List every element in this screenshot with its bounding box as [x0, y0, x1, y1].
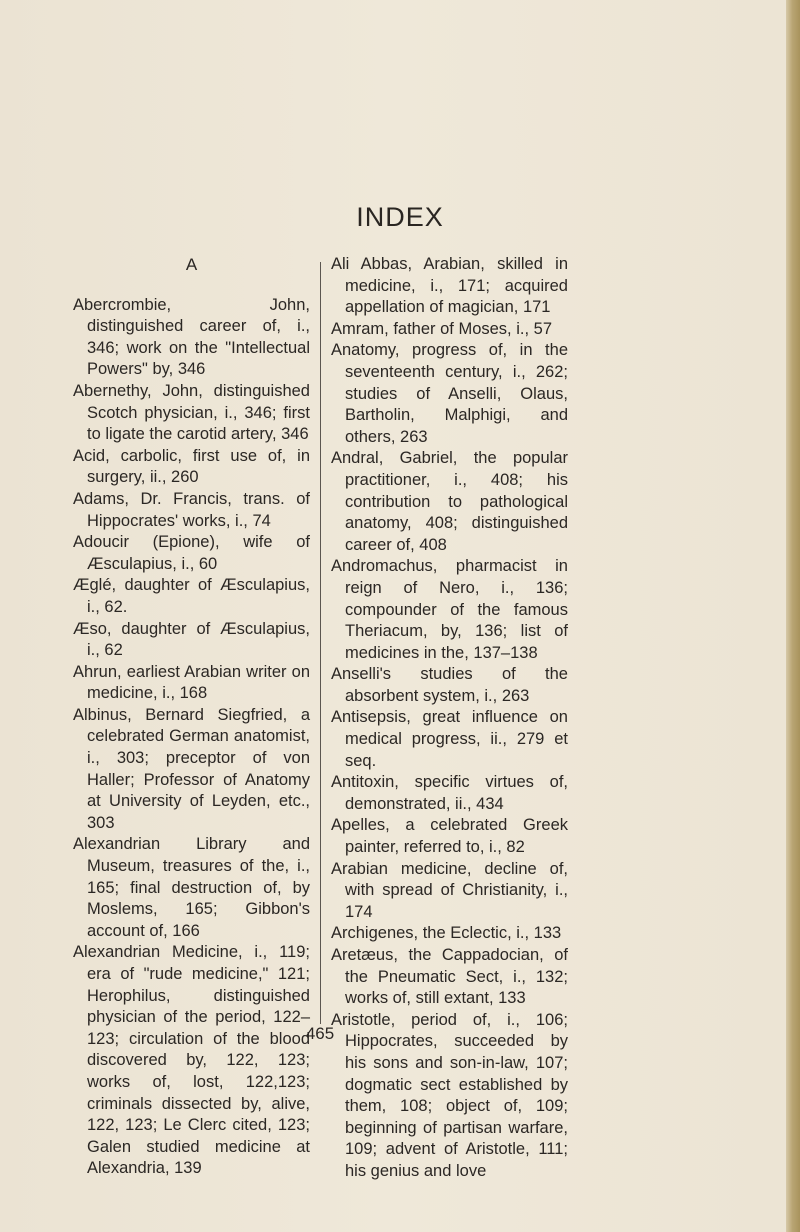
index-entry: Amram, father of Moses, i., 57 [331, 319, 552, 338]
column-divider [320, 262, 321, 1024]
page-title: INDEX [356, 202, 444, 232]
index-entry: Ali Abbas, Arabian, skilled in medicine, i., 171; acquired appellation of magician, 171 [331, 255, 568, 317]
index-entry: Apelles, a celebrated Greek painter, referred to, i., 82 [331, 816, 568, 857]
right-column [331, 254, 568, 1183]
page-number: 465 [305, 1024, 335, 1043]
index-entry: Aristotle, period of, i., 106; Hippocrates, succeeded by his sons and son-in-law, 107; dogmatic sect established by them, 108; object of, 109; beginning of partisan warfare, 109; advent of Aristotle, 111; his genius and love [331, 1010, 568, 1180]
index-entry: Adams, Dr. Francis, trans. of Hippocrates' works, i., 74 [73, 489, 310, 530]
index-entry: Antisepsis, great influence on medical progress, ii., 279 et seq. [331, 708, 568, 770]
index-entry: Alexandrian Library and Museum, treasures of the, i., 165; final destruction of, by Moslems, 165; Gibbon's account of, 166 [73, 835, 310, 940]
index-entry: Adoucir (Epione), wife of Æsculapius, i., 60 [73, 533, 310, 573]
index-entry: Acid, carbolic, first use of, in surgery, ii., 260 [73, 446, 310, 487]
index-entry: Aretæus, the Cappadocian, of the Pneumatic Sect, i., 132; works of, still extant, 133 [331, 946, 568, 1008]
index-entry: Abernethy, John, distinguished Scotch physician, i., 346; first to ligate the carotid artery, 346 [73, 381, 310, 444]
index-entry: Andral, Gabriel, the popular practitioner, i., 408; his contribution to pathological anatomy, 408; distinguished career of, 408 [331, 449, 568, 554]
index-entry: Abercrombie, John, distinguished career of, i., 346; work on the "Intellectual Powers" by, 346 [73, 295, 310, 379]
index-entry: Anatomy, progress of, in the seventeenth century, i., 262; studies of Anselli, Olaus, Bartholin, Malphigi, and others, 263 [331, 341, 568, 446]
index-entry: Antitoxin, specific virtues of, demonstrated, ii., 434 [331, 773, 568, 813]
section-letter: A [185, 255, 198, 274]
index-entry: Æglé, daughter of Æsculapius, i., 62. [73, 576, 310, 616]
left-column [73, 254, 310, 1180]
index-entry: Ahrun, earliest Arabian writer on medicine, i., 168 [73, 662, 310, 703]
index-entry: Albinus, Bernard Siegfried, a celebrated German anatomist, i., 303; preceptor of von Haller; Professor of Anatomy at University of Leyden, etc., 303 [73, 705, 310, 832]
index-entry: Andromachus, pharmacist in reign of Nero, i., 136; compounder of the famous Theriacum, by, 136; list of medicines in the, 137–138 [331, 557, 568, 662]
index-entry: Archigenes, the Eclectic, i., 133 [331, 924, 562, 943]
index-entry: Æso, daughter of Æsculapius, i., 62 [73, 619, 310, 660]
book-page-edge [786, 0, 800, 1232]
index-entry: Arabian medicine, decline of, with spread of Christianity, i., 174 [331, 859, 568, 921]
index-entry: Alexandrian Medicine, i., 119; era of "rude medicine," 121; Herophilus, distinguished physician of the period, 122–123; circulation of the blood discovered by, 122, 123; works of, lost, 122,123; criminals dissected by, alive, 122, 123; Le Clerc cited, 123; Galen studied medicine at Alexandria, 139 [73, 943, 310, 1178]
index-entry: Anselli's studies of the absorbent system, i., 263 [331, 665, 568, 705]
